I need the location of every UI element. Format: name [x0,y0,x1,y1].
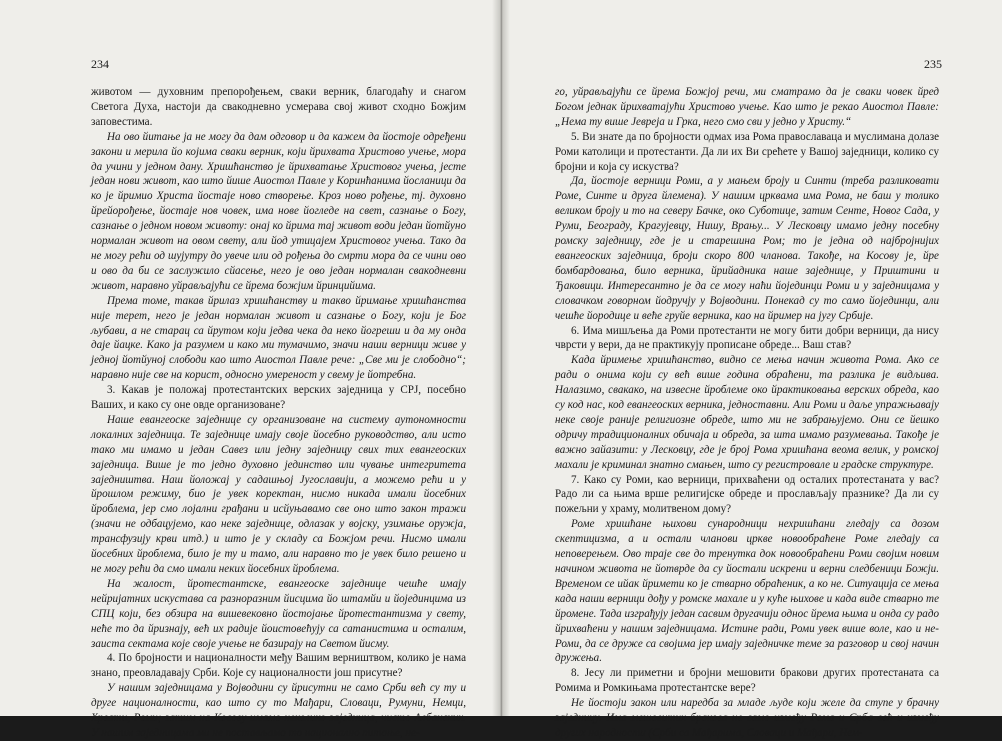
answer-paragraph: Наше евангеоске заједнице су организоване на систему аутономности локалних заједница. Те заједнице имају своје йосебно руководство, али исто тако ми имамо и један Савез или једну заједницу свих тих евангеоских заједница. Више је то једно духовно јединство или чување интегритета заједништва. Наш йоложај у садашњој Југославији, а можемо рећи и у йрошлом режиму, био је увек коректан, нисмо никада имали йосебних йроблема, јер смо лојални грађани и исйуњавамо све оно што закон тражи (значи не одбацујемо, као неке заједнице, одлазак у војску, узимање оружја, трансфузију крви итд.) и што је у складу са Божјом речи. Нисмо имали йосебних йроблема, било је ту и тамо, али наравно то је увек било решено и не могу рећи да смо имали неких йосебних йроблема. [91,413,466,575]
right-page [502,0,1002,739]
answer-paragraph: На жалост, йротестантске, евангеоске заједнице чешће имају нейријатних искустава са разноразним йисцима йо штамйи и йојединцима из СПЦ који, без обзира на вишевековно йостојање йротестантизма у свету, неће то да йризнају, већ их радије йоистовећују са сатанистима и осталим, заиста сектама које своје учење не базирају на Светом йисму. [91,577,466,650]
answer-paragraph: У нашим заједницама у Војводини су йрисутни не само Срби већ су ту и друге националности, као што су то Мађари, Словаци, Румуни, Немци, Хрвати, Роми; затим на Косову имамо неколико заједница, чисто Албанских. У нашим заједницама ми не постављамо то национално питање, не- [91,682,466,739]
answer-paragraph: животом — духовним препорођењем, сваки верник, благодаћу и снагом Светога Духа, настоји да свакодневно усмерава свој живот сходно Божјим заповестима. [91,86,466,128]
question-paragraph: 3. Какав је положај протестантских верских заједница у СРЈ, посебно Ваших, и како су оне овде организоване? [91,384,466,412]
question-paragraph: 8. Јесу ли приметни и бројни мешовити бракови других протестаната са Ромима и Ромкињама протестантске вере? [555,667,939,695]
question-paragraph: 5. Ви знате да по бројности одмах иза Рома православаца и муслимана долазе Роми католици и протестанти. Да ли их Ви срећете у Вашој заједници, колико су бројни и која су искуства? [555,130,939,173]
question-paragraph: 6. Има мишљења да Роми протестанти не могу бити добри верници, да нису чврсти у вери, да не практикују прописане обреде... Ваш став? [555,324,939,352]
answer-paragraph: Према томе, такав йрилаз хришћанству и такво йримање хришћанства није терет, него је један нормалан живот и сазнање о Богу, који је Бог љубави, а не старац са йрутом који једва чека да неко йогреши и да му онда даје йацке. Како ја разумем и како ми тумачимо, значи наши верници живе у једној йотйуној слободи као што Аиостол Павле рече: „Све ми је слободно“; наравно није све на корист, односно умереност у свему је йотребна. [91,294,466,382]
question-paragraph: 4. По бројности и националности међу Вашим верништвом, колико је нама знано, преовладавају Срби. Које су националности још присутне? [91,652,466,680]
answer-paragraph: Да, йостоје верници Роми, а у мањем броју и Синти (треба разликовати Роме, Синте и друга йлемена). У нашим црквама има Рома, не баш у толико великом броју и то на северу Бачке, око Суботице, затим Сенте, Новог Сада, у Руми, Београду, Крагујевцу, Нишу, Врању... У Лесковцу имамо једну посебну ромску заједницу, где је и старешина Ром; то је једна од најбројнијих евангеоских заједница, броји скоро 800 чланова. Такође, на Косову је, йре бомбардовања, било верника, йрийадника наше заједнице, у Приштини и Ђаковици. Интересантно је да се могу наћи йојединци Роми и у заједницама у словачком говорном йодручју у Војводини. Понекад су то само йојединци, али чешће йородице и веће груйе верника, као на йример на југу Србије. [555,175,939,322]
right-page-text [555,85,939,741]
page-number-left: 234 [91,57,109,71]
answer-paragraph: Не йостоји закон или наредба за младе људе који желе да ступе у брачну заједницу. Има мешовитих бракова не само између Рома и Срба већ и између других народности (Срби са Мађарима, Словаци и Мађари, Нем- [555,697,939,739]
book-gutter [492,0,510,716]
answer-paragraph: На ово йитање ја не могу да дам одговор и да кажем да йостоје одређени закони и мерила йо којима сваки верник, који йрихвата Христово учење, мора да учини у једном дану. Хришћанство је йрихватање Христовог учења, јесте један нови живот, као што йише Аиостол Павле у Коринћанима йосланици да ко је йримио Христа йостаје ново створење. Кроз ново рођење, тј. духовно йрейорођење, йостаје нов човек, има нове йогледе на свет, сазнање о Богу, сазнање о једном новом животу: онај ко йрима тај живот води један йотйуно нормалан живот на овом свету, али йод утицајем Христовог учења. Тако да не могу рећи од шујутру до увече или од рођења до смрти мора да се чини ово и ово да би се заслужило сйасење, него је ово један нормалан свакодневни живот, наравно уйрављајући се йрема божјим йринцийима. [91,130,466,292]
answer-paragraph: го, уйрављајући се йрема Божјој речи, ми сматрамо да је сваки човек йред Богом једнак йрихватајући Христово учење. Као што је рекао Аиостол Павле: „Нема ту више Јевреја и Грка, него смо сви у једно у Христу.“ [555,86,939,128]
left-page [0,0,500,739]
question-paragraph: 7. Како су Роми, као верници, прихваћени од осталих протестаната у вас? Радо ли са њима врше религијске обреде и прослављају празнике? Да ли су пожељни у храму, молитвеном дому? [555,473,939,516]
left-page-text [91,85,466,741]
answer-paragraph: Роме хришћане њихови сународници нехришћани гледају са дозом скептицизма, а и остали чланови цркве новообраћене Роме гледају са неповерењем. Ово траје све до тренутка док новообраћени Роми својим новим начином живота не йотврде да су йостали искрени и верни следбеници Божји. Временом се ийак йримети ко је стварно обраћеник, а ко не. Ситуација се мења када наши верници дођу у ромске махале и у куће њихове и када виде стварно те йромене. Тада изграђују један сасвим другачији однос йрема њима и онда су радо йрихваћени у нашим заједницама. Истине ради, Роми увек више воле, као и не-Роми, да се друже са својима јер имају заједничке теме за разговор и свој начин дружења. [555,518,940,665]
page-number-right: 235 [924,57,942,71]
answer-paragraph: Када йримење хришћанство, видно се мења начин живота Рома. Ако се ради о онима који су већ више година обраћени, та разлика је видљива. Налазимо, свакако, на извесне йроблеме око йрактиковања верских обреда, као су код нас, код евангеоских верника, једноставни. Али Роми и даље упражњавају неке своје раније религиозне обреде, што ми не забрањујемо. Они се йешко одричу традиционалних обичаја и обреда, за шта имамо разумевања. Такође је важно зайазити: у Лесковцу, где је број Рома хришћана веома велик, у ромској махали је криминал знатно смањен, што су регистровале и градске структуре. [555,354,939,471]
